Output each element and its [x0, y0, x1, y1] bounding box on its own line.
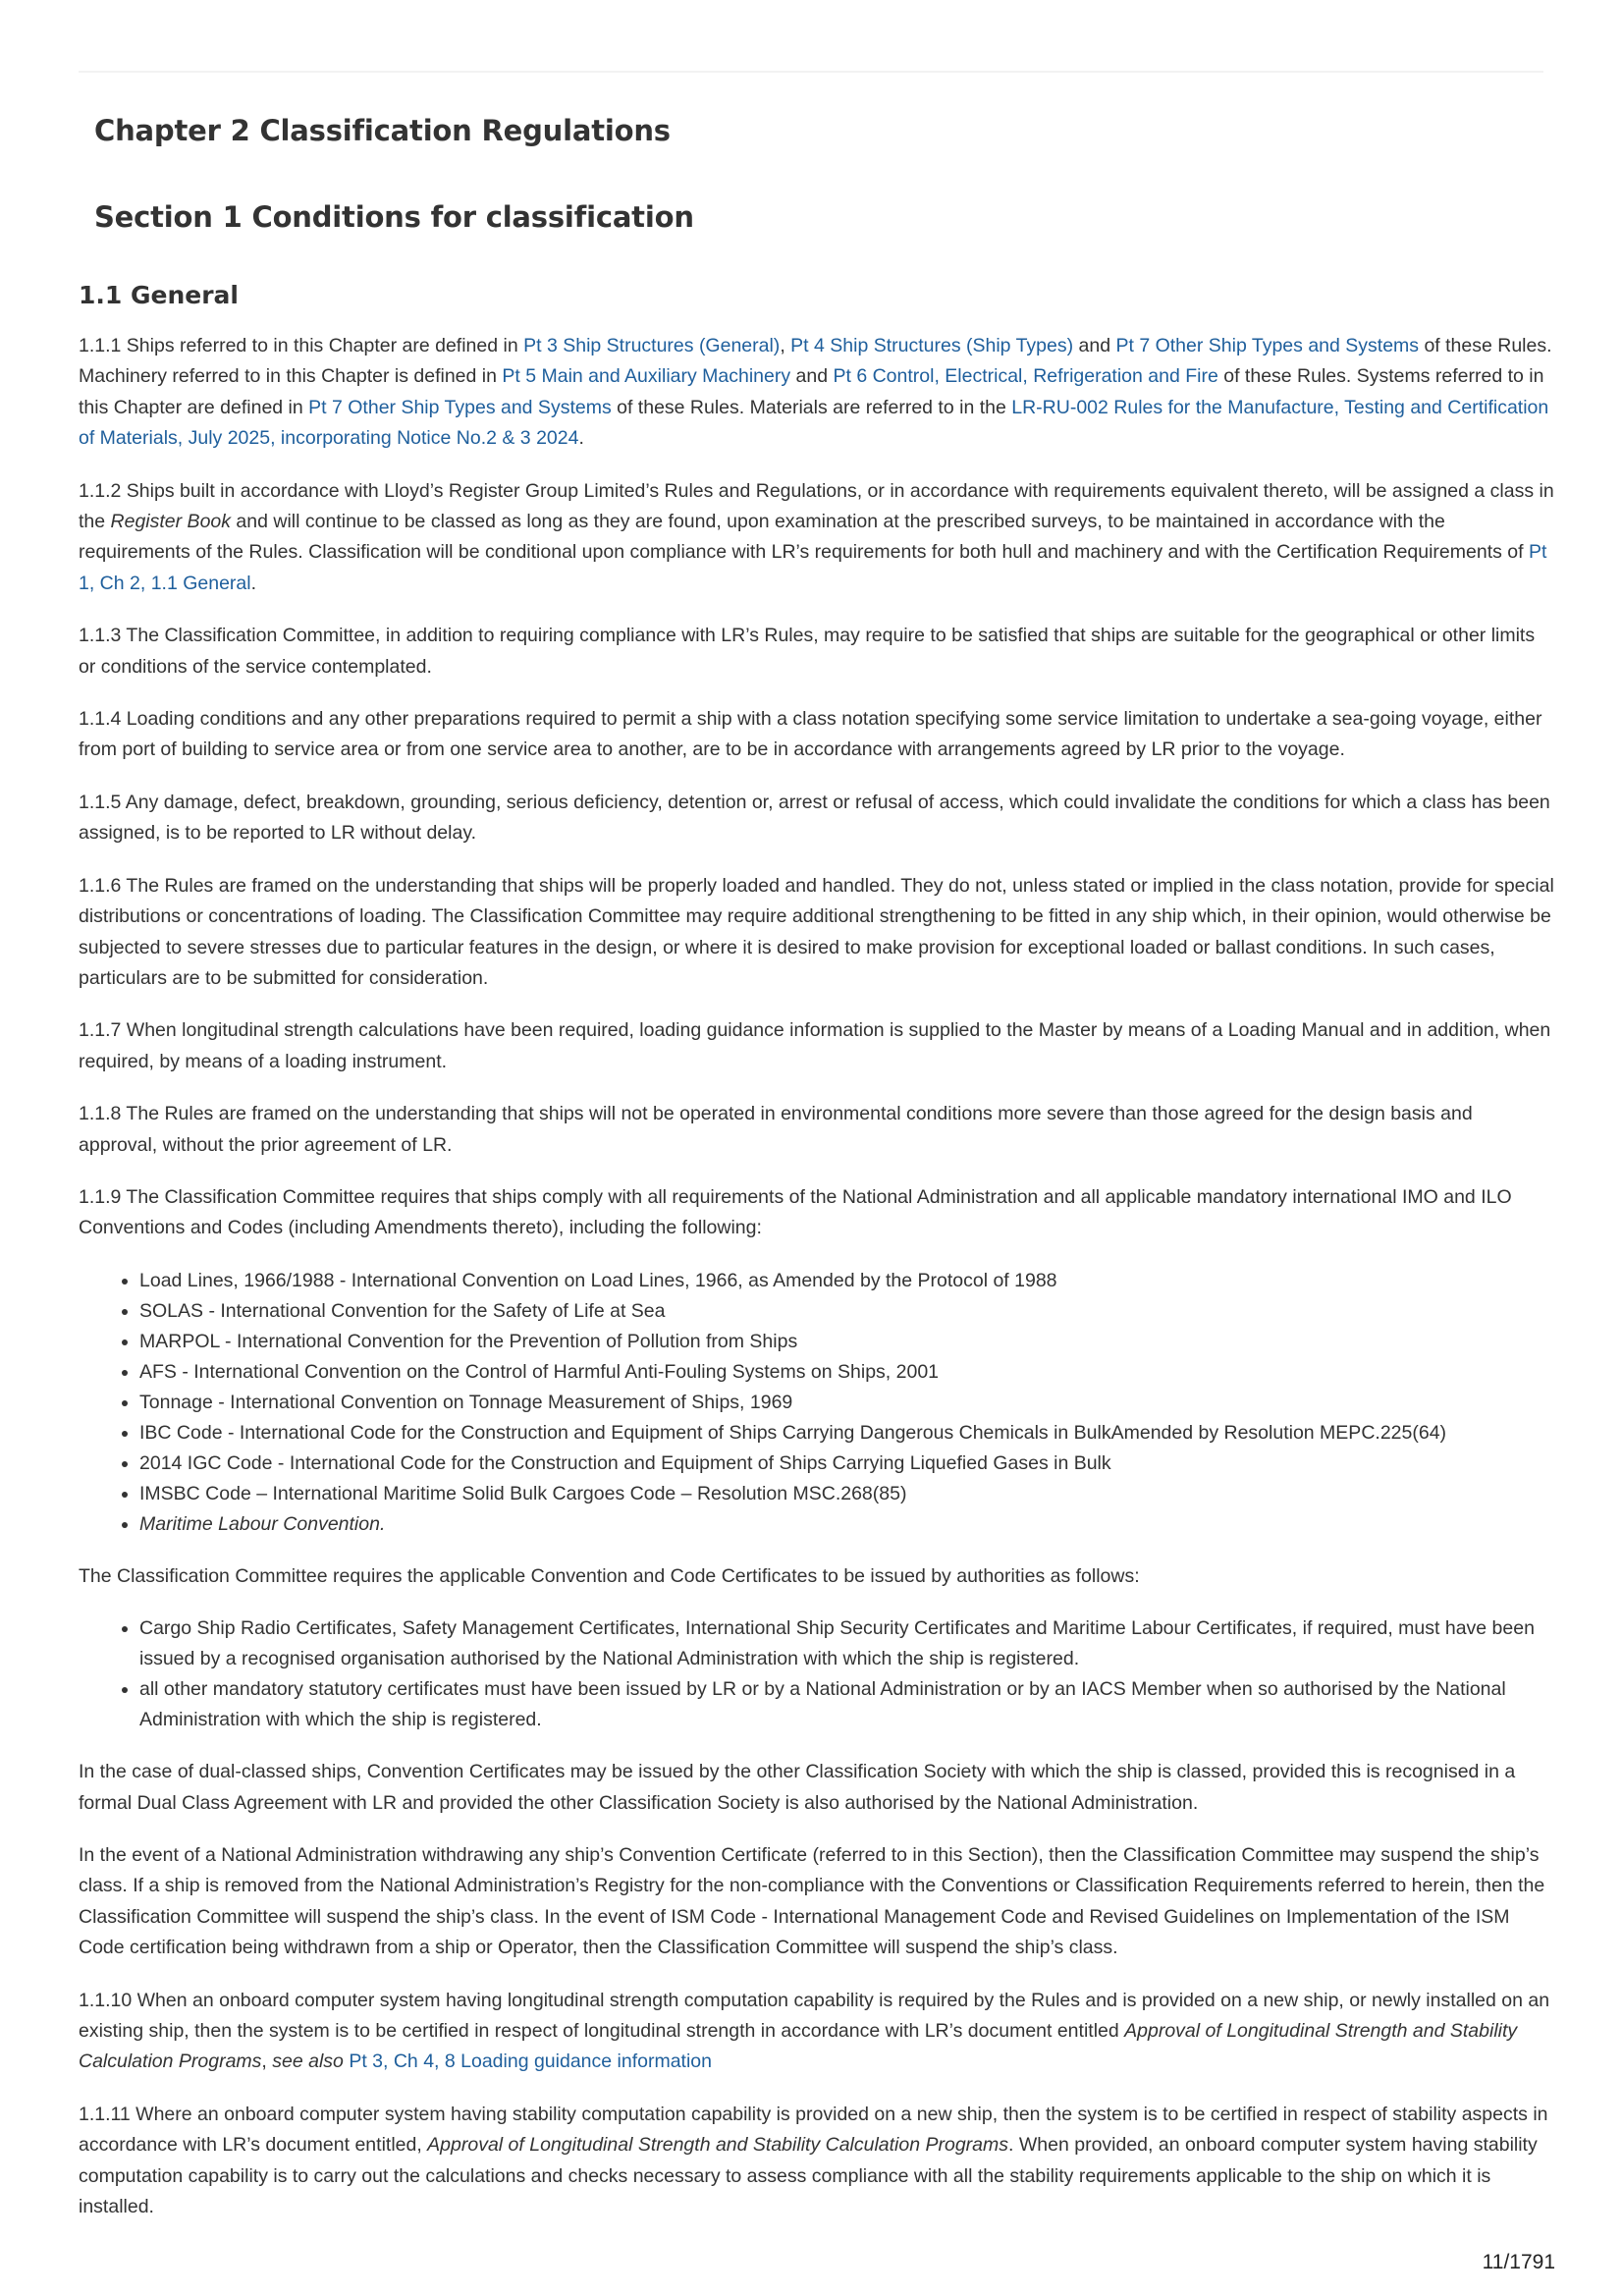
paragraph-1-1-8: 1.1.8 The Rules are framed on the understanding that ships will not be operated in environmental conditions more severe than those agreed for the design basis and approval, without the prior agreement of LR. — [79, 1103, 1473, 1156]
text: 1.1.2 Ships built in accordance with Lloyd’s Register Group Limited’s Rules and Regulations, or in accordance with requirements equivalent thereto, will be assigned a class in the — [79, 479, 1554, 533]
text: of these Rules. Materials are referred to in the — [611, 396, 1012, 418]
section-title: Section 1 Conditions for classification — [94, 200, 694, 234]
page-number: 11/1791 — [1482, 2251, 1555, 2273]
header-divider — [79, 71, 1543, 73]
paragraph-1-1-6: 1.1.6 The Rules are framed on the understanding that ships will be properly loaded and handled. They do not, unless stated or implied in the class notation, provide for special distributions or concentrations of loading. The Classification Committee may require additional strengthening to be fitted in any ship which, in their opinion, would otherwise be subjected to severe stresses due to particular features in the design, or where it is desired to make provision for exceptional loaded or ballast conditions. In such cases, particulars are to be submitted for consideration. — [79, 874, 1554, 989]
see-also-emphasis: see also — [272, 2050, 344, 2073]
paragraph-dual-class: In the case of dual-classed ships, Convention Certificates may be issued by the other Classification Society with which the ship is classed, provided this is recognised in a formal Dual Class Agreement with LR and provided the other Classification Society is also authorised by the National Administration. — [79, 1761, 1516, 1814]
list-item: • IMSBC Code – International Maritime Solid Bulk Cargoes Code – Resolution MSC.268(85) — [139, 1479, 1556, 1509]
list-item: • IBC Code - International Code for the Construction and Equipment of Ships Carrying Dangerous Chemicals in BulkAmended by Resolution MEPC.225(64) — [139, 1418, 1556, 1449]
text: and — [1073, 335, 1116, 356]
paragraph-1-1-5: 1.1.5 Any damage, defect, breakdown, grounding, serious deficiency, detention or, arrest or refusal of access, which could invalidate the conditions for which a class has been assigned, is to be reported to LR without delay. — [79, 791, 1550, 845]
text: . When provided, an onboard computer system having stability computation capability is to carry out the calculations and checks necessary to assess compliance with all the stability requirements applicable to the ship on which it is installed. — [79, 2134, 1538, 2218]
link-pt6[interactable]: Pt 6 Control, Electrical, Refrigeration and Fire — [833, 365, 1218, 388]
link-pt7[interactable]: Pt 7 Other Ship Types and Systems — [1115, 335, 1420, 356]
document-title-emphasis: Approval of Longitudinal Strength and Stability Calculation Programs — [79, 2020, 1518, 2073]
list-item: • all other mandatory statutory certificates must have been issued by LR or by a National Administration or by an IACS Member when so authorised by the National Administration with which the ship is registered. — [139, 1674, 1556, 1735]
paragraph-1-1-4: 1.1.4 Loading conditions and any other preparations required to permit a ship with a class notation specifying some service limitation to undertake a sea-going voyage, either from port of building to service area or from one service area to another, are to be in accordance with arrangements agreed by LR prior to the voyage. — [79, 708, 1542, 761]
paragraph-certificate-withdrawal: In the event of a National Administration withdrawing any ship’s Convention Certificate (referred to in this Section), then the Classification Committee may suspend the ship’s class. If a ship is removed from the National Administration’s Registry for the non-compliance with the Conventions or Classification Requirements referred to herein, then the Classification Committee will suspend the ship’s class. In the event of ISM Code - International Management Code and Revised Guidelines on Implementation of the ISM Code certification being withdrawn from a ship or Operator, then the Classification Committee will suspend the ship’s class. — [79, 1843, 1545, 1959]
document-body — [79, 108, 1556, 2244]
text: of these Rules. Machinery referred to in this Chapter is defined in — [79, 335, 1552, 388]
conventions-list — [79, 1266, 1556, 1540]
paragraph-1-1-3: 1.1.3 The Classification Committee, in addition to requiring compliance with LR’s Rules, may require to be satisfied that ships are suitable for the geographical or other limits or conditions of the service contemplated. — [79, 625, 1536, 678]
list-item: • 2014 IGC Code - International Code for the Construction and Equipment of Ships Carrying Liquefied Gases in Bulk — [139, 1449, 1556, 1479]
list-item: • Cargo Ship Radio Certificates, Safety Management Certificates, International Ship Security Certificates and Maritime Labour Certificates, if required, must have been issued by a recognised organisation authorised by the National Administration with which the ship is registered. — [139, 1613, 1556, 1674]
text: 1.1.10 When an onboard computer system having longitudinal strength computation capability is required by the Rules and is provided on a new ship, or newly installed on an existing ship, then the system is to be certified in respect of longitudinal strength in accordance with LR’s document entitled — [79, 1989, 1550, 2042]
text: 1.1.11 Where an onboard computer system having stability computation capability is provided on a new ship, then the system is to be certified in respect of stability aspects in accordance with LR’s document entitled, — [79, 2103, 1548, 2157]
text: . — [250, 572, 257, 594]
list-item: • SOLAS - International Convention for the Safety of Life at Sea — [139, 1296, 1556, 1327]
paragraph-1-1-10 — [79, 1986, 1556, 2078]
link-pt3[interactable]: Pt 3 Ship Structures (General) — [523, 335, 781, 356]
text: and — [790, 365, 834, 388]
link-pt4[interactable]: Pt 4 Ship Structures (Ship Types) — [790, 335, 1074, 356]
text: of these Rules. Systems referred to in this Chapter are defined in — [79, 365, 1544, 418]
text: , — [261, 2050, 273, 2073]
link-pt3-ch4-loading-guidance[interactable]: Pt 3, Ch 4, 8 Loading guidance information — [349, 2050, 712, 2073]
paragraph-1-1-2 — [79, 476, 1556, 600]
list-item: • Tonnage - International Convention on Tonnage Measurement of Ships, 1969 — [139, 1388, 1556, 1418]
link-pt5[interactable]: Pt 5 Main and Auxiliary Machinery — [502, 365, 791, 388]
text: . — [578, 427, 584, 450]
link-pt7-systems[interactable]: Pt 7 Other Ship Types and Systems — [308, 396, 612, 418]
document-title-emphasis: Approval of Longitudinal Strength and Stability Calculation Programs — [427, 2134, 1009, 2157]
paragraph-1-1-11 — [79, 2100, 1556, 2223]
list-item: • AFS - International Convention on the Control of Harmful Anti-Fouling Systems on Ships, 2001 — [139, 1357, 1556, 1388]
register-book-emphasis: Register Book — [110, 511, 232, 533]
paragraph-1-1-1 — [79, 331, 1556, 455]
text: 1.1.1 Ships referred to in this Chapter are defined in — [79, 335, 524, 356]
certificates-list — [79, 1613, 1556, 1735]
paragraph-1-1-7: 1.1.7 When longitudinal strength calculations have been required, loading guidance information is supplied to the Master by means of a Loading Manual and in addition, when required, by means of a loading instrument. — [79, 1019, 1551, 1072]
paragraph-1-1-9: 1.1.9 The Classification Committee requires that ships comply with all requirements of the National Administration and all applicable mandatory international IMO and ILO Conventions and Codes (including Amendments thereto), including the following: — [79, 1185, 1512, 1239]
text: and will continue to be classed as long as they are found, upon examination at the prescribed surveys, to be maintained in accordance with the requirements of the Rules. Classification will be conditional upon compliance with LR’s requirements for both hull and machinery and with the Certification Requirements of — [79, 511, 1529, 564]
list-item: • MARPOL - International Convention for the Prevention of Pollution from Ships — [139, 1327, 1556, 1357]
paragraph-certificates-intro: The Classification Committee requires the applicable Convention and Code Certificates to be issued by authorities as follows: — [79, 1564, 1140, 1587]
list-item: • Load Lines, 1966/1988 - International Convention on Load Lines, 1966, as Amended by the Protocol of 1988 — [139, 1266, 1556, 1296]
chapter-title: Chapter 2 Classification Regulations — [94, 114, 671, 147]
mlc-emphasis: Maritime Labour Convention. — [139, 1512, 386, 1535]
link-pt1-ch2[interactable]: Pt 1, Ch 2, 1.1 General — [79, 541, 1547, 594]
subsection-title: 1.1 General — [79, 281, 239, 309]
link-lr-ru-002[interactable]: LR-RU-002 Rules for the Manufacture, Testing and Certification of Materials, July 2025, incorporating Notice No.2 & 3 2024 — [79, 396, 1549, 450]
list-item — [139, 1509, 1556, 1540]
text: , — [780, 335, 791, 356]
